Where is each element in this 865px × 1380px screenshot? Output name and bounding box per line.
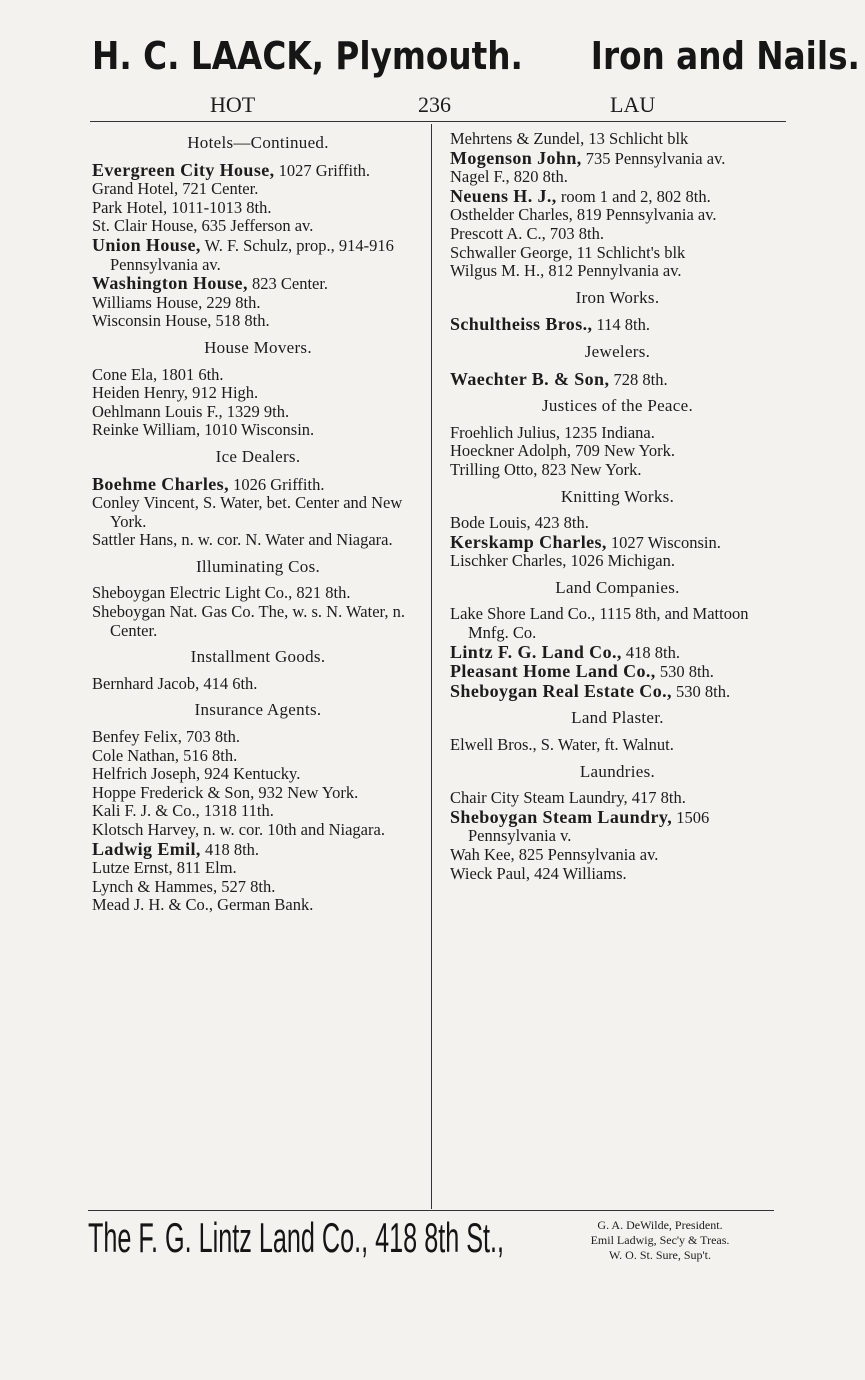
footer-ad-officers [540,1218,780,1263]
entry-text: 1027 Wisconsin. [606,532,721,552]
directory-entry [450,424,785,443]
entry-text: Grand Hotel, 721 Center. [92,179,259,199]
entry-text: Osthelder Charles, 819 Pennsylvania av. [450,205,717,225]
entry-text: Heiden Henry, 912 High. [92,383,259,403]
directory-entry [450,149,785,169]
entry-text: room 1 and 2, 802 8th. [556,186,711,206]
entry-name-bold: Mogenson John, [450,147,582,168]
directory-entry [92,199,424,218]
running-head-right: LAU [610,92,656,117]
directory-entry [450,736,785,755]
entry-text: Oehlmann Louis F., 1329 9th. [92,401,290,421]
header-ad-left: H. C. LAACK, Plymouth. [92,34,523,78]
entry-name-bold: Schultheiss Bros., [450,314,593,335]
entry-text: Nagel F., 820 8th. [450,167,568,187]
page-number: 236 [418,92,451,117]
entry-text: Kali F. J. & Co., 1318 11th. [92,801,274,821]
entry-name-bold: Evergreen City House, [92,159,275,180]
entry-name-bold: Lintz F. G. Land Co., [450,641,622,662]
entry-text: Schwaller George, 11 Schlicht's blk [450,242,686,262]
directory-entry [450,514,785,533]
directory-entry [92,531,424,550]
entry-text: St. Clair House, 635 Jefferson av. [92,216,314,236]
entry-text: Benfey Felix, 703 8th. [92,727,241,747]
directory-entry [92,878,424,897]
entry-text: Conley Vincent, S. Water, bet. Center and New York. [92,493,403,531]
entry-name-bold: Neuens H. J., [450,185,557,206]
directory-entry [450,168,785,187]
entry-text: 735 Pennsylvania av. [581,148,726,168]
directory-entry [450,846,785,865]
entry-text: Lischker Charles, 1026 Michigan. [450,551,675,571]
directory-entry [92,821,424,840]
entry-text: Cole Nathan, 516 8th. [92,745,238,765]
directory-entry [450,461,785,480]
officer-line: W. O. St. Sure, Sup't. [608,1248,712,1262]
entry-text: Wilgus M. H., 812 Pennylvania av. [450,261,682,281]
directory-entry [450,808,785,846]
directory-entry [92,896,424,915]
officer-line: G. A. DeWilde, President. [597,1218,723,1232]
right-column [450,130,785,883]
entry-text: Mead J. H. & Co., German Bank. [92,895,314,915]
entry-text: Reinke William, 1010 Wisconsin. [92,420,315,440]
section-heading: Laundries. [579,761,656,781]
directory-entry [92,840,424,860]
entry-text: Mehrtens & Zundel, 13 Schlicht blk [450,129,689,148]
entry-text: Lutze Ernst, 811 Elm. [92,858,237,878]
entry-text: Wisconsin House, 518 8th. [92,311,270,331]
directory-entry [92,421,424,440]
section-heading: Iron Works. [575,287,660,307]
entry-text: Helfrich Joseph, 924 Kentucky. [92,764,301,784]
entry-text: Bernhard Jacob, 414 6th. [92,673,258,693]
directory-entry [92,161,424,181]
entry-text: Hoppe Frederick & Son, 932 New York. [92,782,359,802]
entry-text: 418 8th. [621,642,680,662]
directory-entry [92,747,424,766]
entry-text: 114 8th. [592,315,651,335]
directory-entry [450,552,785,571]
directory-entry [92,603,424,640]
directory-entry [92,180,424,199]
entry-text: Williams House, 229 8th. [92,292,261,312]
section-heading: Insurance Agents. [194,700,322,720]
entry-name-bold: Ladwig Emil, [92,838,201,859]
directory-entry [92,384,424,403]
entry-text: 1026 Griffith. [228,474,325,494]
section-heading: Hotels—Continued. [187,133,329,152]
entry-name-bold: Union House, [92,234,201,255]
footer-advertisement [88,1212,788,1272]
entry-name-bold: Boehme Charles, [92,473,229,494]
directory-entry [450,643,785,663]
entry-text: 728 8th. [609,369,668,389]
entry-text: 530 8th. [671,681,731,701]
entry-text: Park Hotel, 1011-1013 8th. [92,197,272,217]
directory-entry [92,584,424,603]
directory-entry [92,784,424,803]
entry-text: Lake Shore Land Co., 1115 8th, and Mattoon Mnfg. Co. [450,604,749,643]
entry-name-bold: Sheboygan Steam Laundry, [450,806,673,827]
directory-entry [450,682,785,702]
section-heading: Land Companies. [555,577,680,597]
directory-entry [450,662,785,682]
entry-text: Trilling Otto, 823 New York. [450,459,642,479]
entry-text: 1027 Griffith. [274,160,371,180]
bottom-rule [88,1210,774,1211]
section-heading: Ice Dealers. [215,446,301,466]
entry-text: Elwell Bros., S. Water, ft. Walnut. [450,735,674,755]
directory-entry [92,859,424,878]
directory-entry [450,370,785,390]
section-heading: Installment Goods. [190,647,326,667]
entry-text: Wah Kee, 825 Pennsylvania av. [450,845,659,864]
running-head [210,92,670,118]
column-divider [431,124,432,1209]
directory-entry [92,274,424,294]
directory-entry [450,533,785,553]
directory-entry [92,366,424,385]
directory-entry [92,217,424,236]
running-head-left: HOT [210,92,256,117]
entry-text: 1506 Pennsylvania v. [468,807,710,846]
entry-text: Prescott A. C., 703 8th. [450,223,605,243]
entry-text: Cone Ela, 1801 6th. [92,364,224,384]
directory-entry [92,236,424,274]
entry-text: Froehlich Julius, 1235 Indiana. [450,422,655,442]
directory-entry [92,403,424,422]
directory-entry [92,294,424,313]
directory-entry [92,765,424,784]
directory-entry [450,442,785,461]
section-heading: Illuminating Cos. [195,556,321,576]
entry-text: Sheboygan Electric Light Co., 821 8th. [92,583,351,603]
directory-entry [450,206,785,225]
entry-name-bold: Washington House, [92,273,248,294]
entry-text: Chair City Steam Laundry, 417 8th. [450,788,686,808]
entry-text: W. F. Schulz, prop., 914-916 Pennsylvania av. [110,235,394,274]
directory-entry [450,130,785,149]
directory-entry [450,187,785,207]
directory-entry [450,605,785,642]
entry-name-bold: Pleasant Home Land Co., [450,661,656,682]
entry-text: 530 8th. [655,662,714,682]
entry-text: 418 8th. [200,839,260,859]
directory-entry [92,675,424,694]
entry-text: 823 Center. [247,274,329,294]
left-column [92,130,424,915]
entry-text: Bode Louis, 423 8th. [450,513,589,533]
entry-name-bold: Waechter B. & Son, [450,368,610,389]
section-heading: Justices of the Peace. [541,396,694,416]
directory-entry [92,494,424,531]
header-ad-right: Iron and Nails. [590,34,860,78]
officer-line: Emil Ladwig, Sec'y & Treas. [590,1233,730,1247]
footer-ad-main: The F. G. Lintz Land Co., 418 8th St., [88,1214,505,1261]
entry-name-bold: Kerskamp Charles, [450,531,607,552]
directory-entry [450,225,785,244]
directory-entry [92,312,424,331]
section-heading: House Movers. [204,337,312,357]
entry-text: Hoeckner Adolph, 709 New York. [450,441,676,461]
section-heading: Land Plaster. [571,708,664,728]
entry-text: Lynch & Hammes, 527 8th. [92,876,276,896]
directory-entry [450,789,785,808]
directory-entry [450,865,785,884]
directory-entry [92,475,424,495]
top-rule [90,121,786,122]
section-heading: Jewelers. [584,341,651,361]
entry-text: Wieck Paul, 424 Williams. [450,863,627,883]
section-heading: Knitting Works. [560,486,675,506]
entry-text: Sattler Hans, n. w. cor. N. Water and Niagara. [92,530,393,550]
directory-entry [450,244,785,263]
entry-text: Klotsch Harvey, n. w. cor. 10th and Niagara. [92,820,385,839]
directory-entry [92,802,424,821]
entry-name-bold: Sheboygan Real Estate Co., [450,680,672,701]
directory-entry [92,728,424,747]
directory-entry [450,262,785,281]
entry-text: Sheboygan Nat. Gas Co. The, w. s. N. Water, n. Center. [92,602,405,640]
directory-entry [450,315,785,335]
